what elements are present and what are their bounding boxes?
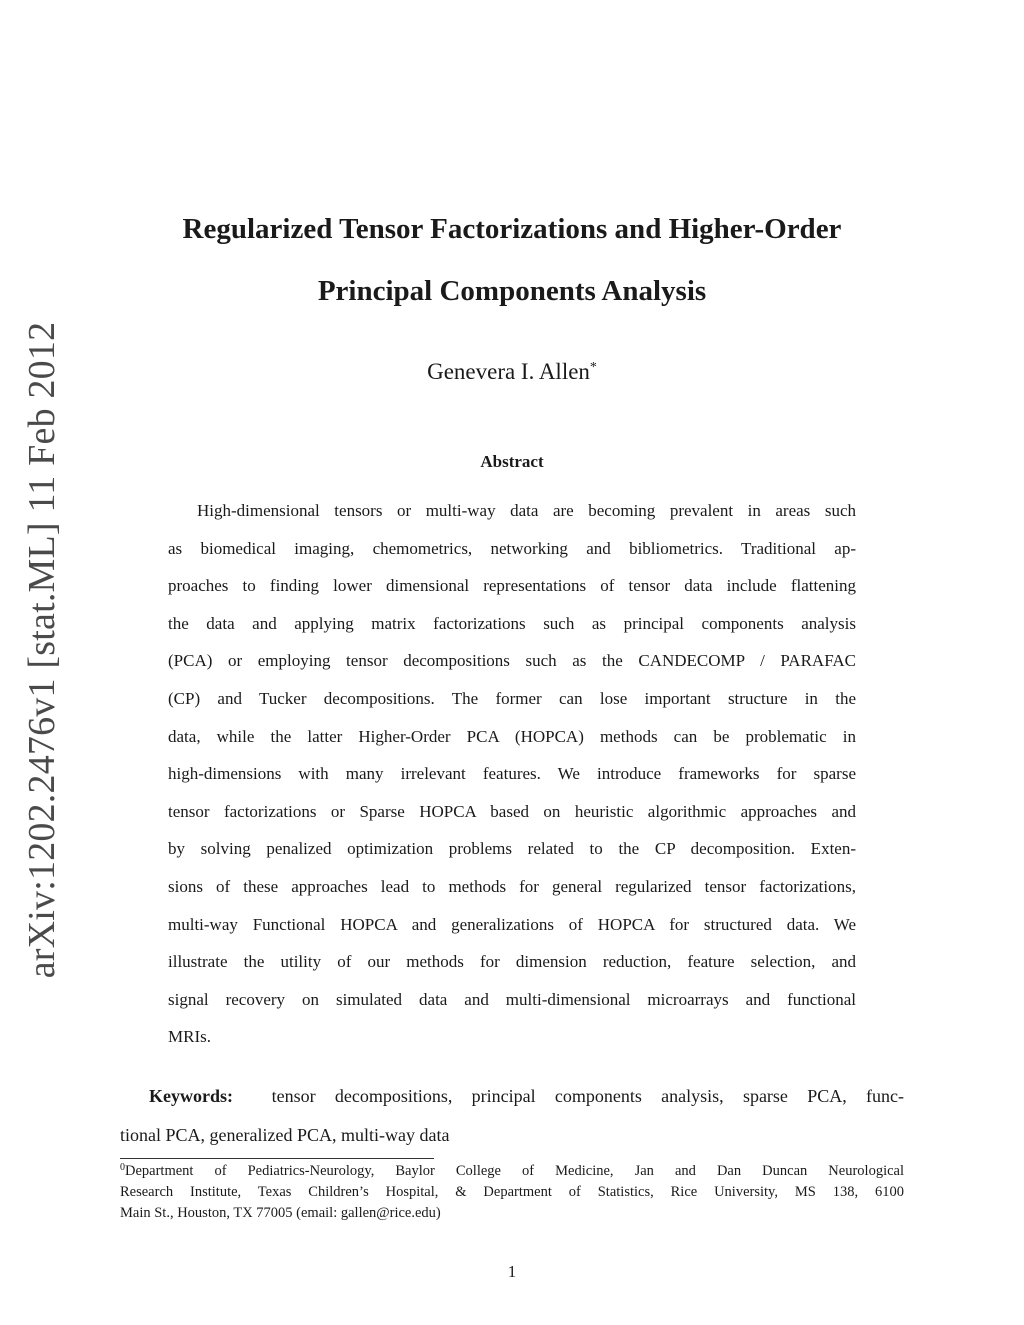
abstract-body — [168, 498, 856, 1062]
abstract-line: tensor factorizations or Sparse HOPCA based on heuristic algorithmic approaches and — [168, 801, 856, 821]
footnote-line-2: Research Institute, Texas Children’s Hospital, & Department of Statistics, Rice University, MS 138, 6100 — [120, 1184, 904, 1200]
abstract-line: sions of these approaches lead to methods for general regularized tensor factorizations, — [168, 876, 856, 896]
abstract-line: high-dimensions with many irrelevant features. We introduce frameworks for sparse — [168, 764, 856, 784]
keywords — [120, 1083, 904, 1161]
abstract-line: by solving penalized optimization problems related to the CP decomposition. Exten- — [168, 839, 856, 859]
abstract-heading: Abstract — [480, 452, 544, 471]
keywords-line-1 — [120, 1083, 904, 1122]
abstract-line: multi-way Functional HOPCA and generalizations of HOPCA for structured data. We — [168, 914, 856, 934]
abstract-line: illustrate the utility of our methods for dimension reduction, feature selection, and — [168, 952, 856, 972]
abstract-line: data, while the latter Higher-Order PCA (HOPCA) methods can be problematic in — [168, 726, 856, 746]
abstract-line: (PCA) or employing tensor decompositions such as the CANDECOMP / PARAFAC — [168, 651, 856, 671]
author — [110, 359, 914, 385]
author-name: Genevera I. Allen — [427, 359, 590, 384]
keywords-text-1: tensor decompositions, principal components analysis, sparse PCA, func- — [271, 1086, 904, 1106]
footnote — [120, 1161, 904, 1224]
footnote-mark: 0 — [120, 1162, 125, 1173]
abstract-line: MRIs. — [168, 1027, 211, 1047]
page-number: 1 — [507, 1262, 517, 1281]
footnote-line-1 — [120, 1161, 904, 1182]
abstract-line: signal recovery on simulated data and multi-dimensional microarrays and functional — [168, 989, 856, 1009]
footnote-rule — [120, 1158, 434, 1159]
title-line-2: Principal Components Analysis — [317, 275, 707, 307]
arxiv-side-stamp: arXiv:1202.2476v1 [stat.ML] 11 Feb 2012 — [21, 321, 63, 979]
author-footnote-mark: * — [589, 360, 597, 375]
abstract-line: as biomedical imaging, chemometrics, networking and bibliometrics. Traditional ap- — [168, 538, 856, 558]
keywords-line-2: tional PCA, generalized PCA, multi-way data — [120, 1125, 450, 1145]
abstract-line: High-dimensional tensors or multi-way data are becoming prevalent in areas such — [197, 501, 856, 520]
footnote-line-3: Main St., Houston, TX 77005 (email: gallen@rice.edu) — [120, 1205, 441, 1221]
keywords-label: Keywords: — [149, 1086, 233, 1106]
abstract-line: (CP) and Tucker decompositions. The former can lose important structure in the — [168, 688, 856, 708]
footnote-text-1: Department of Pediatrics-Neurology, Baylor College of Medicine, Jan and Dan Duncan Neurological — [125, 1163, 904, 1179]
title-line-1: Regularized Tensor Factorizations and Higher-Order — [182, 213, 842, 245]
abstract-line: the data and applying matrix factorizations such as principal components analysis — [168, 613, 856, 633]
abstract-line: proaches to finding lower dimensional representations of tensor data include flattening — [168, 576, 856, 596]
